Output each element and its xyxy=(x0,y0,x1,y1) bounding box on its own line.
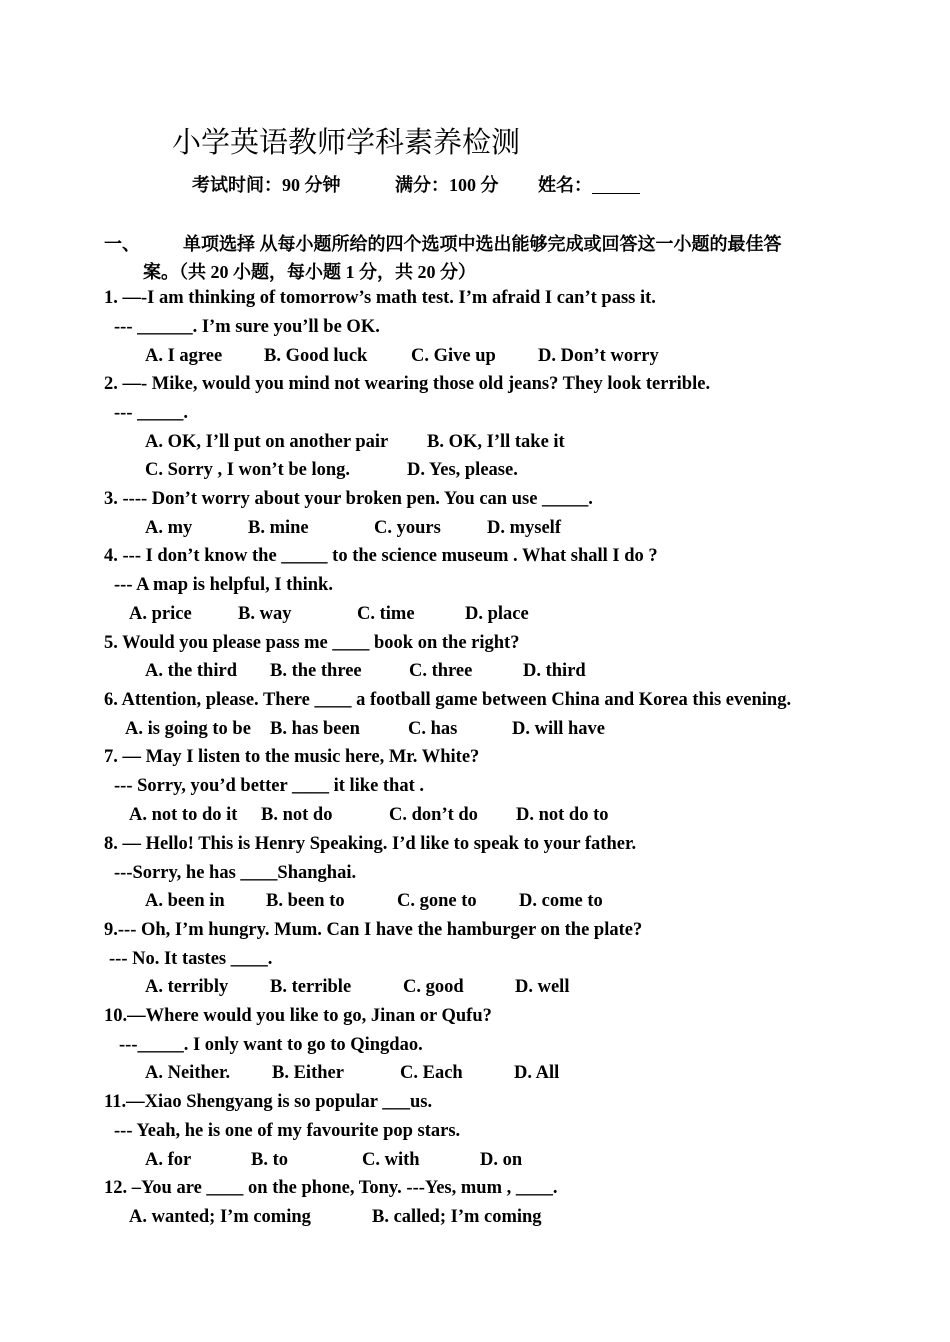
q12-option-a: A. wanted; I’m coming xyxy=(129,1207,311,1227)
q4-option-c: C. time xyxy=(357,604,415,624)
question-9-line-1: 9.--- Oh, I’m hungry. Mum. Can I have the hamburger on the plate? xyxy=(104,920,643,940)
q1-option-c: C. Give up xyxy=(411,346,496,366)
q9-option-b: B. terrible xyxy=(270,977,352,997)
question-1-line-2: --- ______. I’m sure you’ll be OK. xyxy=(114,317,380,337)
q2-option-d: D. Yes, please. xyxy=(407,460,518,480)
q11-option-a: A. for xyxy=(145,1150,192,1170)
q5-option-c: C. three xyxy=(409,661,473,681)
q6-option-d: D. will have xyxy=(512,719,606,739)
q7-option-c: C. don’t do xyxy=(389,805,478,825)
q5-option-b: B. the three xyxy=(270,661,362,681)
q5-option-a: A. the third xyxy=(145,661,237,681)
q2-option-c: C. Sorry , I won’t be long. xyxy=(145,460,351,480)
q12-option-b: B. called; I’m coming xyxy=(372,1207,542,1227)
q8-option-d: D. come to xyxy=(519,891,603,911)
q9-option-a: A. terribly xyxy=(145,977,229,997)
q1-option-a: A. I agree xyxy=(145,346,223,366)
question-7-line-1: 7. — May I listen to the music here, Mr. White? xyxy=(104,747,480,767)
question-5-line-1: 5. Would you please pass me ____ book on the right? xyxy=(104,633,520,653)
q10-option-b: B. Either xyxy=(272,1063,344,1083)
name-blank xyxy=(592,175,640,194)
section-number: 一、 xyxy=(104,234,140,254)
q6-option-b: B. has been xyxy=(270,719,360,739)
question-12-line-1: 12. –You are ____ on the phone, Tony. ---Yes, mum , ____. xyxy=(104,1178,558,1198)
question-4-line-1: 4. --- I don’t know the _____ to the science museum . What shall I do ? xyxy=(104,546,658,566)
question-9-line-2: --- No. It tastes ____. xyxy=(109,949,273,969)
question-4-line-2: --- A map is helpful, I think. xyxy=(114,575,333,595)
question-10-line-2: ---_____. I only want to go to Qingdao. xyxy=(119,1035,423,1055)
q7-option-a: A. not to do it xyxy=(129,805,238,825)
q7-option-b: B. not do xyxy=(261,805,333,825)
q7-option-d: D. not do to xyxy=(516,805,609,825)
page-title: 小学英语教师学科素养检测 xyxy=(172,125,521,159)
q8-option-c: C. gone to xyxy=(397,891,477,911)
question-8-line-1: 8. — Hello! This is Henry Speaking. I’d like to speak to your father. xyxy=(104,834,637,854)
question-6-line-1: 6. Attention, please. There ____ a football game between China and Korea this evening. xyxy=(104,690,792,710)
q1-option-b: B. Good luck xyxy=(264,346,368,366)
q8-option-b: B. been to xyxy=(266,891,345,911)
question-1-line-1: 1. —-I am thinking of tomorrow’s math test. I’m afraid I can’t pass it. xyxy=(104,288,656,308)
q4-option-a: A. price xyxy=(129,604,192,624)
q3-option-d: D. myself xyxy=(487,518,561,538)
question-7-line-2: --- Sorry, you’d better ____ it like that . xyxy=(114,776,425,796)
q3-option-a: A. my xyxy=(145,518,193,538)
q11-option-c: C. with xyxy=(362,1150,420,1170)
section-instruction-2: 案。（共 20 小题，每小题 1 分，共 20 分） xyxy=(143,262,476,282)
q11-option-b: B. to xyxy=(251,1150,288,1170)
q11-option-d: D. on xyxy=(480,1150,523,1170)
q4-option-b: B. way xyxy=(238,604,292,624)
q5-option-d: D. third xyxy=(523,661,586,681)
q6-option-a: A. is going to be xyxy=(125,719,251,739)
name-label: 姓名： xyxy=(538,175,592,195)
q8-option-a: A. been in xyxy=(145,891,225,911)
q9-option-d: D. well xyxy=(515,977,570,997)
exam-time: 考试时间：90 分钟 xyxy=(192,175,341,195)
q9-option-c: C. good xyxy=(403,977,464,997)
question-11-line-2: --- Yeah, he is one of my favourite pop stars. xyxy=(114,1121,461,1141)
q3-option-b: B. mine xyxy=(248,518,309,538)
q2-option-a: A. OK, I’ll put on another pair xyxy=(145,432,389,452)
q10-option-c: C. Each xyxy=(400,1063,463,1083)
name-field xyxy=(538,171,640,197)
q1-option-d: D. Don’t worry xyxy=(538,346,659,366)
question-8-line-2: ---Sorry, he has ____Shanghai. xyxy=(114,863,357,883)
q4-option-d: D. place xyxy=(465,604,529,624)
question-10-line-1: 10.—Where would you like to go, Jinan or Qufu? xyxy=(104,1006,492,1026)
section-instruction-1: 单项选择 从每小题所给的四个选项中选出能够完成或回答这一小题的最佳答 xyxy=(183,234,782,254)
question-2-line-2: --- _____. xyxy=(114,403,188,423)
q10-option-d: D. All xyxy=(514,1063,560,1083)
question-2-line-1: 2. —- Mike, would you mind not wearing those old jeans? They look terrible. xyxy=(104,374,711,394)
q3-option-c: C. yours xyxy=(374,518,441,538)
q10-option-a: A. Neither. xyxy=(145,1063,231,1083)
question-3-line-1: 3. ---- Don’t worry about your broken pen. You can use _____. xyxy=(104,489,593,509)
full-score: 满分：100 分 xyxy=(395,175,499,195)
q6-option-c: C. has xyxy=(408,719,458,739)
question-11-line-1: 11.—Xiao Shengyang is so popular ___us. xyxy=(104,1092,433,1112)
q2-option-b: B. OK, I’ll take it xyxy=(427,432,565,452)
